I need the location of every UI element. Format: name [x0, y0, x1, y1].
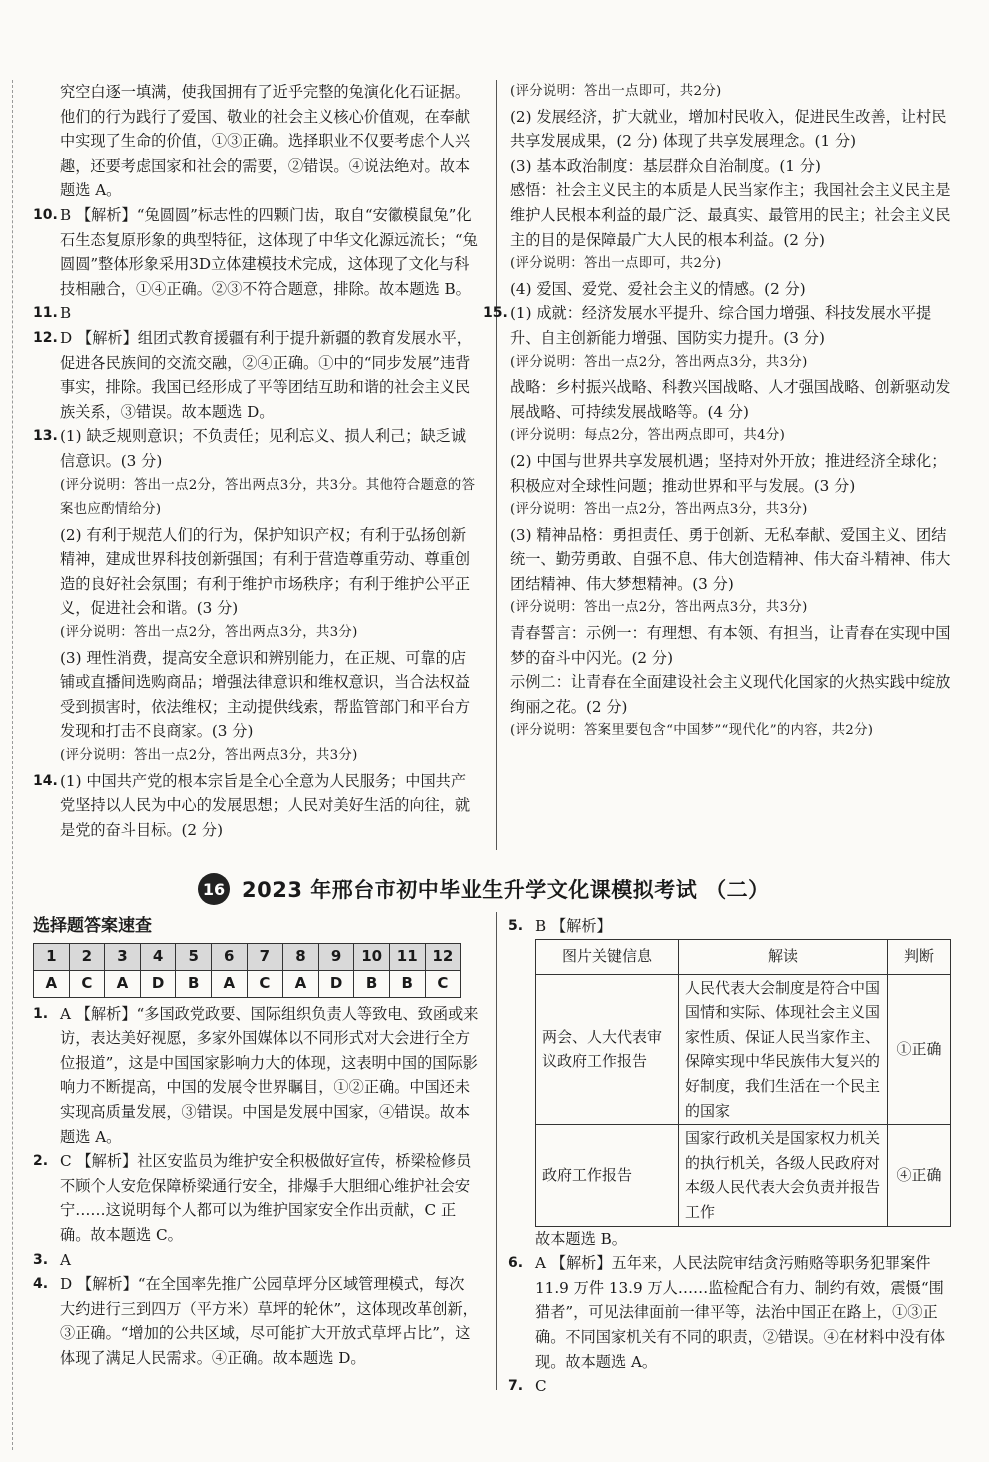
table-header: 判断	[888, 939, 951, 974]
table-cell: 国家行政机关是国家权力机关的执行机关，各级人民政府对本级人民代表大会负责并报告工作	[679, 1125, 888, 1226]
table-header: 解读	[679, 939, 888, 974]
answer-letter-row	[34, 970, 461, 997]
table-cell: ①正确	[888, 974, 951, 1125]
answer-letter: B	[176, 970, 212, 997]
question-12	[33, 326, 479, 424]
question-answer: C	[535, 1377, 547, 1396]
table-row	[536, 1125, 951, 1226]
column-divider	[496, 912, 497, 1390]
scoring-note: (评分说明：答出一点2分，答出两点3分，共3分。其他符合题意的答案也应酌情给分)	[60, 477, 476, 518]
scoring-note: (评分说明：答出一点2分，答出两点3分，共3分)	[510, 354, 808, 370]
question-answer: B 【解析】	[535, 917, 612, 935]
scoring-note: (评分说明：答出一点2分，答出两点3分，共3分)	[60, 748, 358, 764]
question-answer: A 【解析】五年来，人民法院审结贪污贿赂等职务犯罪案件 11.9 万件 13.9 万人……监检配合有力、制约有效，震慑“围猎者”，可见法律面前一律平等，法治中国正在路上，①③正确。不同国家机关有不同的职责，②错误。④在材料中没有体现。故本题选 A。	[535, 1254, 946, 1371]
analysis-table-header	[536, 939, 951, 974]
exam-title-bar	[198, 868, 798, 910]
answer-letter: C	[69, 970, 105, 997]
answer-part: 感悟：社会主义民主的本质是人民当家作主；我国社会主义民主是维护人民根本利益的最广泛、最真实、最管用的民主；社会主义民主的目的是保障最广大人民的根本利益。(2 分)	[510, 181, 951, 249]
answer-letter: C	[247, 970, 283, 997]
question-2	[33, 1149, 479, 1247]
answer-number: 5	[176, 943, 212, 970]
question-number: 4.	[33, 1276, 49, 1293]
answer-number: 12	[425, 943, 461, 970]
question-answer: A	[60, 1250, 71, 1269]
exam-title: 2023 年邢台市初中毕业生升学文化课模拟考试 （二）	[242, 878, 770, 902]
right-column-bottom	[508, 914, 956, 1399]
answer-part: (2) 发展经济，扩大就业，增加村民收入，促进民生改善，让村民共享发展成果，(2 分) 体现了共享发展理念。(1 分)	[510, 107, 947, 151]
question-number: 12.	[33, 329, 58, 346]
answer-number: 4	[140, 943, 176, 970]
table-cell: 人民代表大会制度是符合中国国情和实际、体现社会主义国家性质、保证人民当家作主、保障实现中华民族伟大复兴的好制度，我们生活在一个民主的国家	[679, 974, 888, 1125]
answer-part: 青春誓言：示例一：有理想、有本领、有担当，让青春在实现中国梦的奋斗中闪光。(2 分)	[510, 624, 951, 667]
answer-part: (3) 精神品格：勇担责任、勇于创新、无私奉献、爱国主义、团结统一、勤劳勇敢、自强不息、伟大创造精神、伟大奋斗精神、伟大团结精神、伟大梦想精神。(3 分)	[510, 525, 951, 593]
scoring-note: (评分说明：答案里要包含“中国梦”“现代化”的内容，共2分)	[510, 723, 874, 739]
question-14	[33, 769, 479, 843]
question-number: 3.	[33, 1251, 49, 1268]
scoring-note: (评分说明：答出一点2分，答出两点3分，共3分)	[60, 625, 358, 641]
analysis-table	[535, 939, 951, 1227]
question-answer: (1) 中国共产党的根本宗旨是全心全意为人民服务；中国共产党坚持以人民为中心的发展思想；人民对美好生活的向往，就是党的奋斗目标。(2 分)	[60, 771, 471, 839]
scoring-note: (评分说明：答出一点2分，答出两点3分，共3分)	[510, 502, 808, 518]
table-cell: 政府工作报告	[536, 1125, 679, 1226]
answer-part: (3) 理性消费，提高安全意识和辨别能力，在正规、可靠的店铺或直播间选购商品；增强法律意识和维权意识，当合法权益受到损害时，依法维权；主动提供线索，帮监管部门和平台方发现和打击不良商家。(3 分)	[60, 648, 471, 741]
table-row	[536, 974, 951, 1125]
answer-part: 示例二：让青春在全面建设社会主义现代化国家的火热实践中绽放绚丽之花。(2 分)	[510, 673, 951, 716]
question-4	[33, 1272, 479, 1370]
answer-letter: C	[425, 970, 461, 997]
section-title: 选择题答案速查	[33, 916, 152, 936]
answer-number: 1	[34, 943, 70, 970]
exam-number-badge: 16	[198, 873, 230, 905]
scoring-note: (评分说明：答出一点即可，共2分)	[510, 256, 722, 272]
question-number: 15.	[483, 305, 508, 322]
answer-letter: A	[211, 970, 247, 997]
question-1	[33, 1002, 479, 1150]
question-answer: (1) 缺乏规则意识；不负责任；见利忘义、损人利己；缺乏诚信意识。(3 分)	[60, 427, 467, 470]
question-number: 13.	[33, 428, 58, 445]
question-number: 6.	[508, 1255, 524, 1272]
answer-letter: D	[318, 970, 354, 997]
question-number: 1.	[33, 1005, 49, 1022]
answer-part: (2) 中国与世界共享发展机遇；坚持对外开放；推进经济全球化；积极应对全球性问题；推动世界和平与发展。(3 分)	[510, 451, 947, 495]
question-15	[483, 301, 956, 350]
question-answer: (1) 成就：经济发展水平提升、综合国力增强、科技发展水平提升、自主创新能力增强、国防实力提升。(3 分)	[510, 304, 932, 347]
binding-margin-line	[12, 80, 13, 1450]
question-11	[33, 301, 479, 326]
answer-number: 11	[389, 943, 425, 970]
question-7	[508, 1374, 956, 1399]
answer-letter: A	[34, 970, 70, 997]
question-answer: D 【解析】组团式教育援疆有利于提升新疆的教育发展水平，促进各民族间的交流交融，②④正确。①中的“同步发展”违背事实，排除。我国已经形成了平等团结互助和谐的社会主义民族关系，③错误。故本题选 D。	[60, 328, 472, 421]
answer-letter: B	[389, 970, 425, 997]
answer-number: 2	[69, 943, 105, 970]
column-divider	[496, 80, 497, 850]
left-column-top	[33, 80, 479, 842]
answer-number: 6	[211, 943, 247, 970]
table-header: 图片关键信息	[536, 939, 679, 974]
answer-number: 3	[105, 943, 141, 970]
answer-part: (4) 爱国、爱党、爱社会主义的情感。(2 分)	[510, 279, 806, 298]
answer-grid	[33, 943, 461, 998]
question-number: 5.	[508, 918, 524, 934]
question-number: 7.	[508, 1378, 524, 1395]
answer-number-row	[34, 943, 461, 970]
answer-number: 9	[318, 943, 354, 970]
question-answer: B	[60, 304, 72, 323]
right-column-top	[483, 80, 956, 744]
answer-conclusion: 故本题选 B。	[535, 1229, 627, 1248]
question-6	[508, 1251, 956, 1374]
answer-letter: B	[354, 970, 390, 997]
question-10	[33, 203, 479, 301]
answer-part: (3) 基本政治制度：基层群众自治制度。(1 分)	[510, 156, 821, 175]
question-answer: C 【解析】社区安监员为维护安全积极做好宣传，桥梁检修员不顾个人安危保障桥梁通行安全，排爆手大胆细心维护社会安宁……这说明每个人都可以为维护国家安全作出贡献，C 正确。故本题选 C。	[60, 1152, 472, 1244]
question-5	[508, 914, 956, 939]
q9-continuation: 究空白逐一填满，使我国拥有了近乎完整的兔演化化石证据。他们的行为践行了爱国、敬业的社会主义核心价值观，在奉献中实现了生命的价值，①③正确。选择职业不仅要考虑个人兴趣，还要考虑国家和社会的需要，②错误。④说法绝对。故本题选 A。	[60, 83, 471, 200]
question-number: 2.	[33, 1153, 49, 1170]
table-cell: ④正确	[888, 1125, 951, 1226]
question-answer: A 【解析】“多国政党政要、国际组织负责人等致电、致函或来访，表达美好视愿，多家外国媒体以不同形式对大会进行全方位报道”，这是中国国家影响力大的体现，这表明中国的国际影响力不断提高，中国的发展令世界瞩目，①②正确。中国还未实现高质量发展，③错误。中国是发展中国家，④错误。故本题选 A。	[60, 1004, 479, 1146]
answer-part: 战略：乡村振兴战略、科教兴国战略、人才强国战略、创新驱动发展战略、可持续发展战略等。(4 分)	[510, 378, 951, 421]
left-column-bottom	[33, 914, 479, 1371]
answer-letter: D	[140, 970, 176, 997]
question-answer: D 【解析】“在全国率先推广公园草坪分区域管理模式，每次大约进行三到四万（平方米）草坪的轮休”，这体现改革创新，③正确。“增加的公共区域，尽可能扩大开放式草坪占比”，这体现了满足人民需求。④正确。故本题选 D。	[60, 1275, 478, 1367]
scoring-note: (评分说明：每点2分，答出两点即可，共4分)	[510, 428, 786, 444]
answer-letter: A	[283, 970, 319, 997]
answer-part: (2) 有利于规范人们的行为，保护知识产权；有利于弘扬创新精神，建成世界科技创新强国；有利于营造尊重劳动、尊重创造的良好社会氛围；有利于维护市场秩序；有利于维护公平正义，促进社会和谐。(3 分)	[60, 525, 471, 618]
answer-number: 7	[247, 943, 283, 970]
scoring-note: (评分说明：答出一点2分，答出两点3分，共3分)	[510, 600, 808, 616]
scoring-note: (评分说明：答出一点即可，共2分)	[510, 84, 722, 99]
question-number: 11.	[33, 305, 58, 322]
question-answer: B 【解析】“兔圆圆”标志性的四颗门齿，取自“安徽模鼠兔”化石生态复原形象的典型特征，这体现了中华文化源远流长；“兔圆圆”整体形象采用3D立体建模技术完成，这体现了文化与科技相融合，①④正确。②③不符合题意，排除。故本题选 B。	[60, 205, 478, 298]
answer-letter: A	[105, 970, 141, 997]
question-number: 10.	[33, 206, 58, 223]
table-cell: 两会、人大代表审议政府工作报告	[536, 974, 679, 1125]
answer-number: 10	[354, 943, 390, 970]
answer-number: 8	[283, 943, 319, 970]
question-13	[33, 424, 479, 473]
question-number: 14.	[33, 772, 58, 789]
question-3	[33, 1248, 479, 1273]
